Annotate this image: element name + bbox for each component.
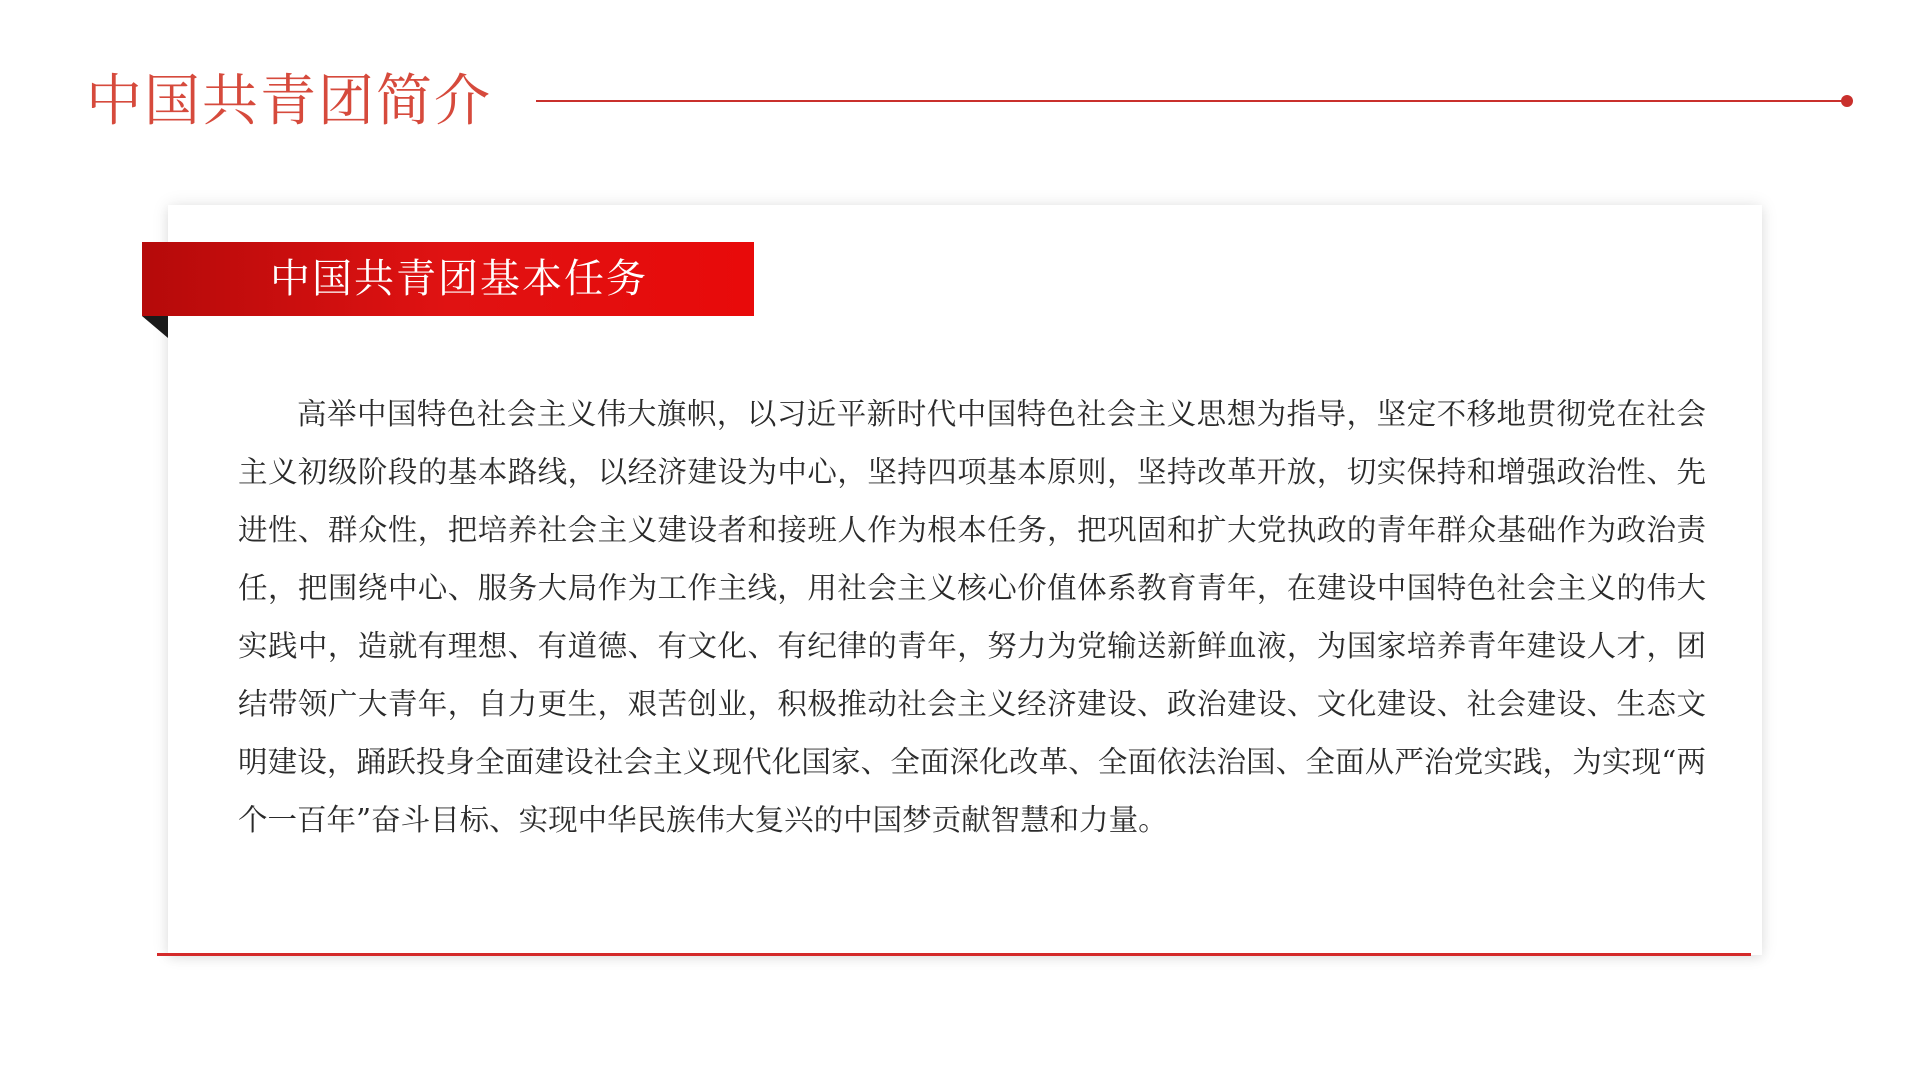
card-bottom-accent-line [157,953,1751,956]
section-heading: 中国共青团基本任务 [270,256,648,302]
body-paragraph: 高举中国特色社会主义伟大旗帜，以习近平新时代中国特色社会主义思想为指导，坚定不移地贯彻党在社会主义初级阶段的基本路线，以经济建设为中心，坚持四项基本原则，坚持改革开放，切实保持和增强政治性、先进性、群众性，把培养社会主义建设者和接班人作为根本任务，把巩固和扩大党执政的青年群众基础作为政治责任，把围绕中心、服务大局作为工作主线，用社会主义核心价值体系教育青年，在建设中国特色社会主义的伟大实践中，造就有理想、有道德、有文化、有纪律的青年，努力为党输送新鲜血液，为国家培养青年建设人才，团结带领广大青年，自力更生，艰苦创业，积极推动社会主义经济建设、政治建设、文化建设、社会建设、生态文明建设，踊跃投身全面建设社会主义现代化国家、全面深化改革、全面依法治国、全面从严治党实践，为实现“两个一百年”奋斗目标、实现中华民族伟大复兴的中国梦贡献智慧和力量。 [238,397,1706,837]
title-divider-dot [1841,95,1853,107]
ribbon-fold-shadow [142,316,168,338]
page-title: 中国共青团简介 [86,69,492,134]
title-divider-line [536,100,1846,102]
